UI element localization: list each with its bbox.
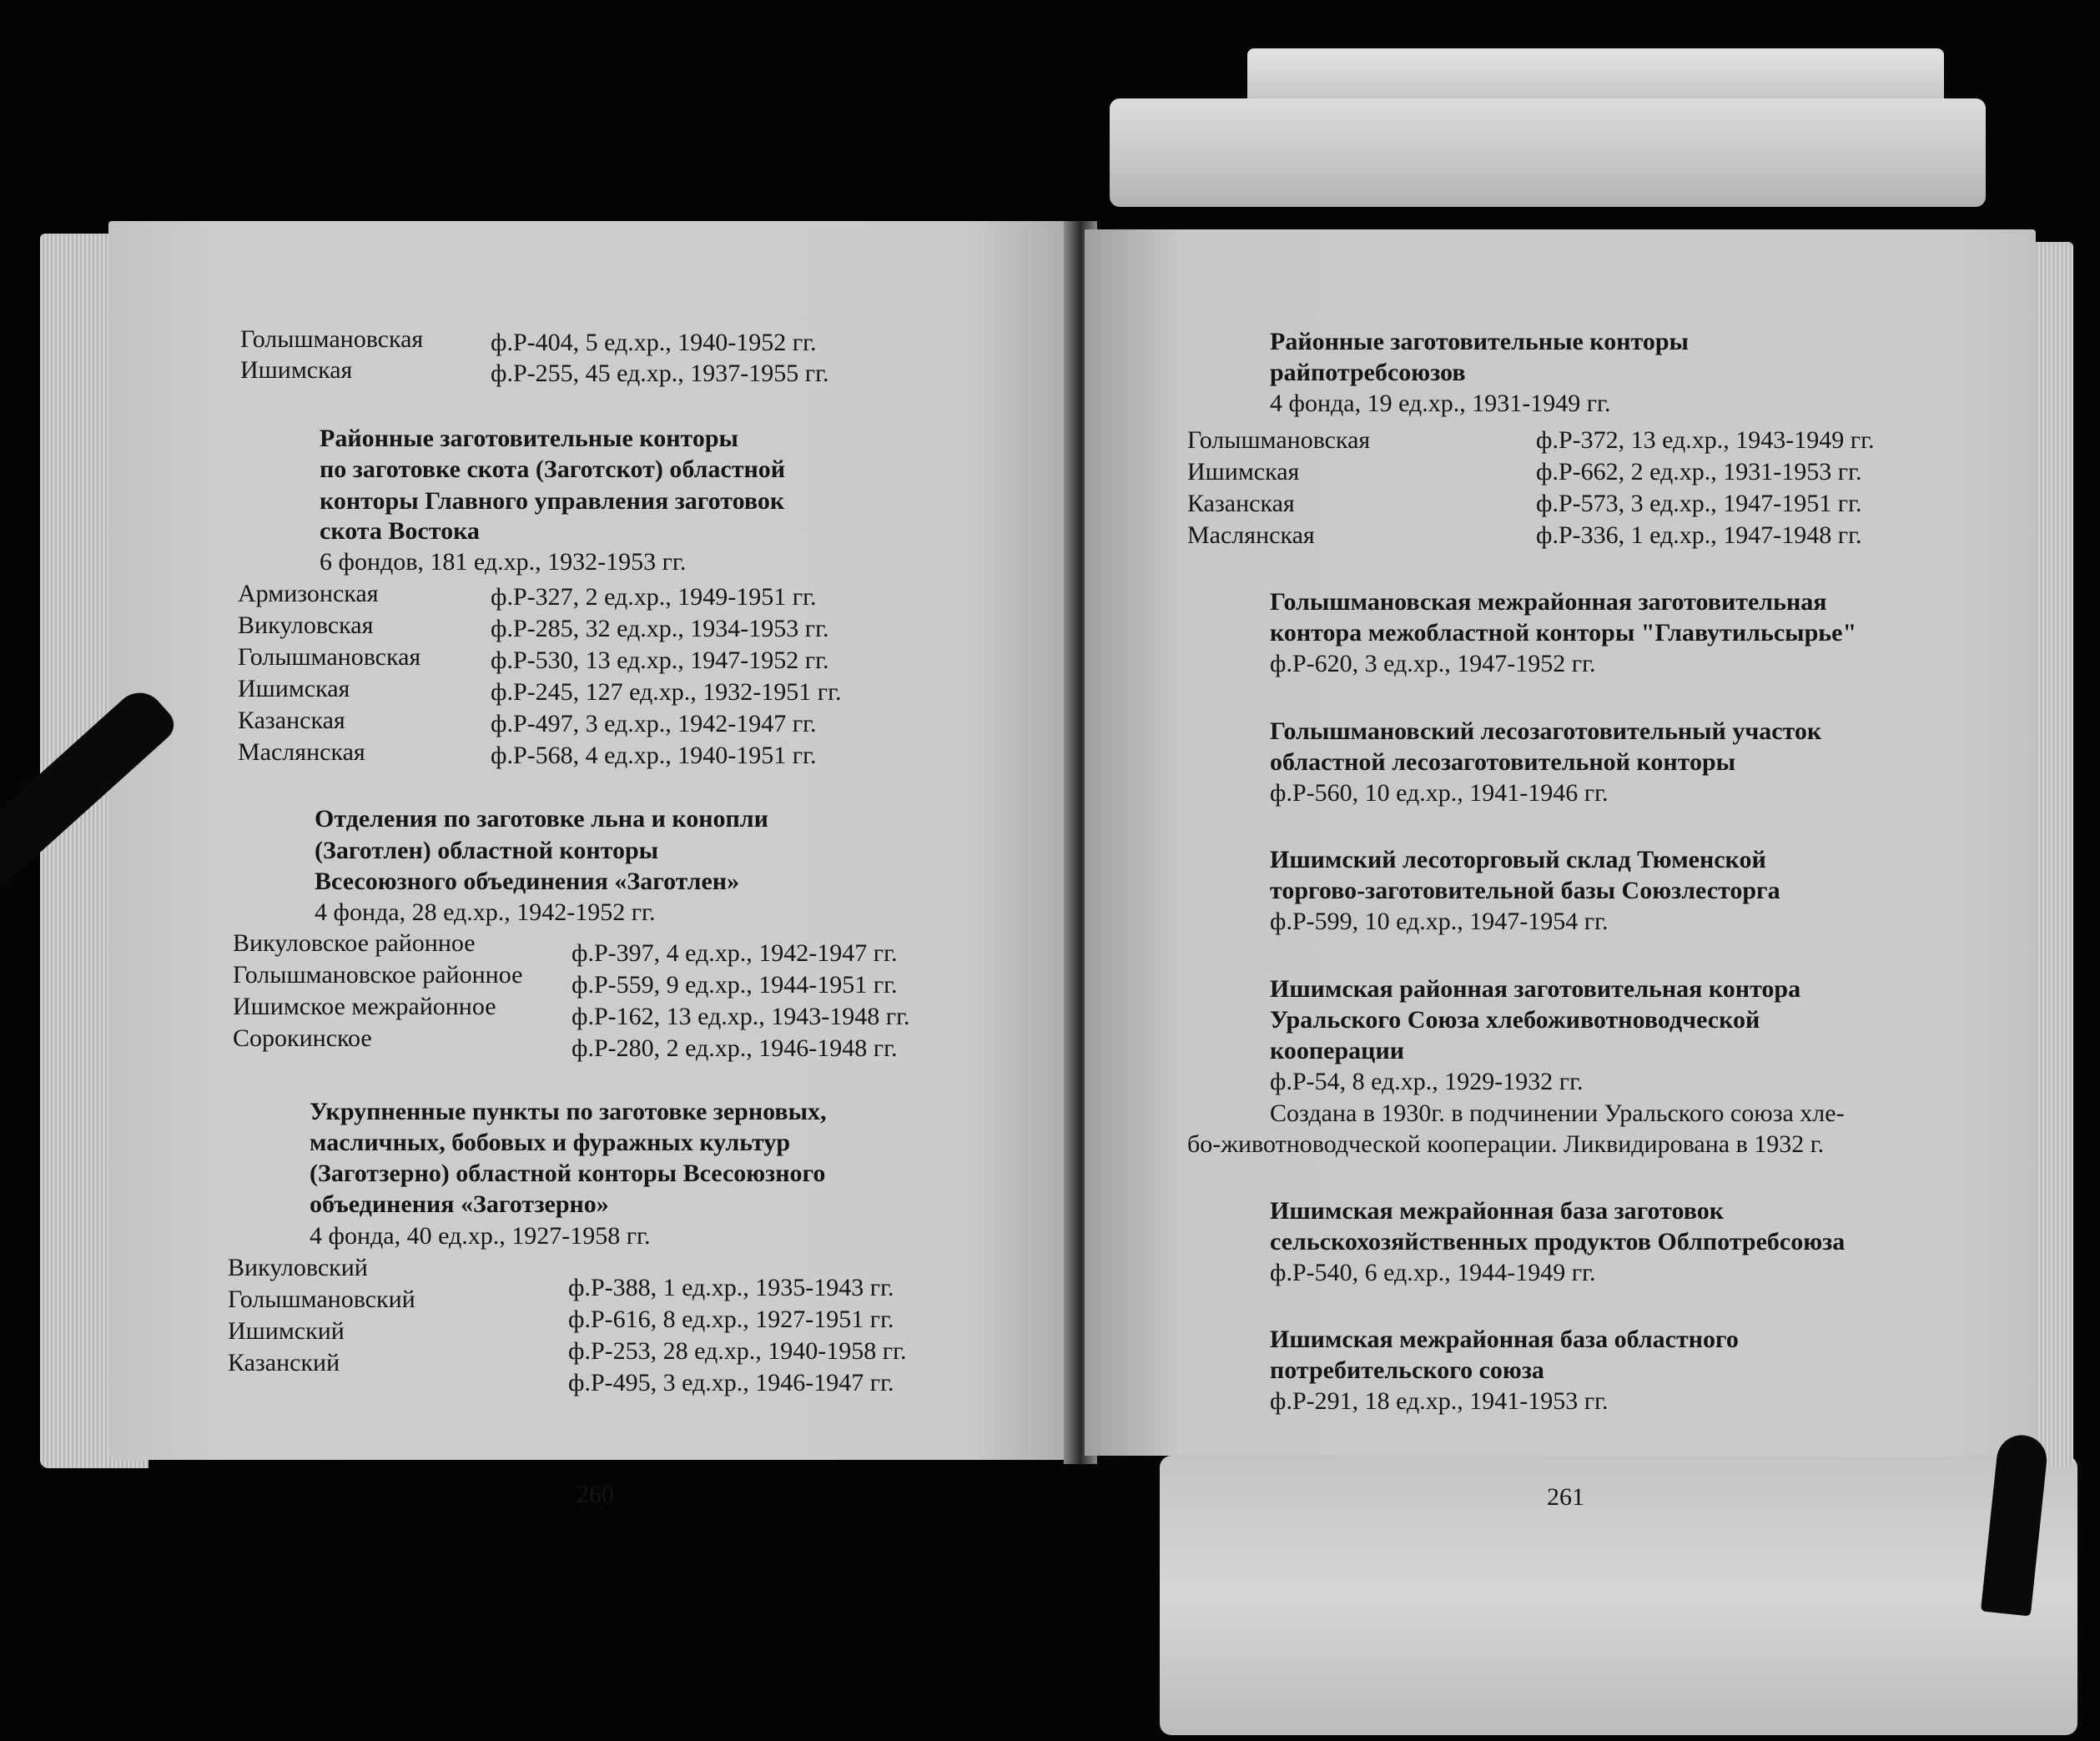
section-note-line: бо-животноводческой кооперации. Ликвидирована в 1932 г.	[1187, 1130, 1825, 1158]
section-summary: 6 фондов, 181 ед.хр., 1932-1953 гг.	[320, 548, 687, 576]
row-ref: ф.Р-285, 32 ед.хр., 1934-1953 гг.	[491, 615, 829, 642]
row-ref: ф.Р-495, 3 ед.хр., 1946-1947 гг.	[568, 1369, 894, 1396]
section-ref: ф.Р-291, 18 ед.хр., 1941-1953 гг.	[1270, 1387, 1609, 1415]
row-name: Армизонская	[238, 580, 379, 607]
row-ref: ф.Р-372, 13 ед.хр., 1943-1949 гг.	[1536, 426, 1875, 454]
section-heading-line: Районные заготовительные конторы	[1270, 328, 1689, 355]
section-ref: ф.Р-599, 10 ед.хр., 1947-1954 гг.	[1270, 908, 1609, 935]
foam-support-bottom	[1160, 1456, 2077, 1735]
section-heading-line: Ишимская районная заготовительная контора	[1270, 975, 1801, 1003]
row-ref: ф.Р-253, 28 ед.хр., 1940-1958 гг.	[568, 1337, 907, 1365]
row-ref: ф.Р-616, 8 ед.хр., 1927-1951 гг.	[568, 1306, 894, 1333]
row-name: Голышмановская	[1187, 426, 1371, 454]
row-ref: ф.Р-573, 3 ед.хр., 1947-1951 гг.	[1536, 490, 1862, 517]
row-name: Викуловское районное	[233, 929, 476, 957]
section-heading-line: Всесоюзного объединения «Заготлен»	[315, 868, 740, 895]
row-name: Маслянская	[1187, 521, 1315, 549]
section-summary: 4 фонда, 40 ед.хр., 1927-1958 гг.	[310, 1222, 651, 1250]
section-summary: 4 фонда, 28 ед.хр., 1942-1952 гг.	[315, 898, 656, 926]
row-name: Голышмановский	[228, 1286, 415, 1313]
section-ref: ф.Р-560, 10 ед.хр., 1941-1946 гг.	[1270, 779, 1609, 807]
row-ref: ф.Р-162, 13 ед.хр., 1943-1948 гг.	[572, 1003, 910, 1030]
row-name: Сорокинское	[233, 1024, 372, 1052]
row-ref: ф.Р-388, 1 ед.хр., 1935-1943 гг.	[568, 1274, 894, 1301]
section-heading-line: потребительского союза	[1270, 1356, 1544, 1384]
row-name: Ишимское межрайонное	[233, 993, 496, 1020]
row-name: Казанский	[228, 1349, 340, 1376]
row-name: Голышмановское районное	[233, 961, 523, 989]
section-heading-line: сельскохозяйственных продуктов Облпотребсоюза	[1270, 1228, 1846, 1255]
section-heading-line: Отделения по заготовке льна и конопли	[315, 805, 768, 833]
row-ref: ф.Р-404, 5 ед.хр., 1940-1952 гг.	[491, 329, 817, 356]
section-ref: ф.Р-540, 6 ед.хр., 1944-1949 гг.	[1270, 1259, 1596, 1286]
section-ref: ф.Р-54, 8 ед.хр., 1929-1932 гг.	[1270, 1068, 1584, 1095]
row-ref: ф.Р-559, 9 ед.хр., 1944-1951 гг.	[572, 971, 898, 999]
row-name: Ишимская	[238, 675, 350, 702]
row-name: Казанская	[238, 707, 345, 734]
foam-support-top	[1110, 98, 1986, 207]
row-ref: ф.Р-397, 4 ед.хр., 1942-1947 гг.	[572, 939, 898, 967]
section-heading-line: объединения «Заготзерно»	[310, 1190, 609, 1218]
section-heading-line: масличных, бобовых и фуражных культур	[310, 1129, 791, 1156]
section-heading-line: конторы Главного управления заготовок	[320, 487, 785, 515]
section-heading-line: Районные заготовительные конторы	[320, 425, 738, 452]
section-ref: ф.Р-620, 3 ед.хр., 1947-1952 гг.	[1270, 650, 1596, 677]
section-summary: 4 фонда, 19 ед.хр., 1931-1949 гг.	[1270, 390, 1611, 417]
row-ref: ф.Р-280, 2 ед.хр., 1946-1948 гг.	[572, 1034, 898, 1062]
section-heading-line: контора межобластной конторы "Главутильсырье"	[1270, 619, 1857, 647]
section-heading-line: (Заготзерно) областной конторы Всесоюзного	[310, 1160, 826, 1187]
row-ref: ф.Р-255, 45 ед.хр., 1937-1955 гг.	[491, 360, 829, 387]
section-heading-line: Ишимский лесоторговый склад Тюменской	[1270, 846, 1766, 873]
row-ref: ф.Р-530, 13 ед.хр., 1947-1952 гг.	[491, 647, 829, 674]
row-name: Голышмановская	[238, 643, 421, 671]
row-ref: ф.Р-662, 2 ед.хр., 1931-1953 гг.	[1536, 458, 1862, 486]
right-page	[1085, 229, 2036, 1511]
section-heading-line: областной лесозаготовительной конторы	[1270, 748, 1736, 776]
section-heading-line: райпотребсоюзов	[1270, 359, 1466, 386]
row-ref: ф.Р-497, 3 ед.хр., 1942-1947 гг.	[491, 710, 817, 737]
row-ref: ф.Р-336, 1 ед.хр., 1947-1948 гг.	[1536, 521, 1862, 549]
row-name: Ишимская	[1187, 458, 1300, 486]
left-page	[108, 221, 1080, 1508]
row-name: Казанская	[1187, 490, 1295, 517]
section-heading-line: Голышмановский лесозаготовительный участок	[1270, 717, 1822, 745]
row-name: Голышмановская	[240, 325, 424, 353]
row-name: Ишимский	[228, 1317, 345, 1345]
section-heading-line: кооперации	[1270, 1037, 1405, 1064]
row-ref: ф.Р-568, 4 ед.хр., 1940-1951 гг.	[491, 742, 817, 769]
section-heading-line: (Заготлен) областной конторы	[315, 837, 659, 864]
page-number: 261	[1547, 1483, 1584, 1511]
row-ref: ф.Р-327, 2 ед.хр., 1949-1951 гг.	[491, 583, 817, 611]
section-heading-line: Голышмановская межрайонная заготовительная	[1270, 588, 1827, 616]
row-name: Викуловский	[228, 1254, 368, 1281]
section-heading-line: по заготовке скота (Заготскот) областной	[320, 455, 786, 483]
section-heading-line: Укрупненные пункты по заготовке зерновых,	[310, 1098, 827, 1125]
section-heading-line: Уральского Союза хлебоживотноводческой	[1270, 1006, 1760, 1034]
page-number: 260	[577, 1481, 614, 1508]
row-name: Ишимская	[240, 356, 353, 384]
section-heading-line: Ишимская межрайонная база заготовок	[1270, 1197, 1724, 1225]
section-heading-line: скота Востока	[320, 517, 480, 545]
row-name: Викуловская	[238, 611, 374, 639]
section-note-line: Создана в 1930г. в подчинении Уральского союза хле-	[1270, 1099, 1845, 1127]
row-name: Маслянская	[238, 738, 365, 766]
section-heading-line: торгово-заготовительной базы Союзлесторга	[1270, 877, 1780, 904]
section-heading-line: Ишимская межрайонная база областного	[1270, 1326, 1739, 1353]
row-ref: ф.Р-245, 127 ед.хр., 1932-1951 гг.	[491, 678, 842, 706]
